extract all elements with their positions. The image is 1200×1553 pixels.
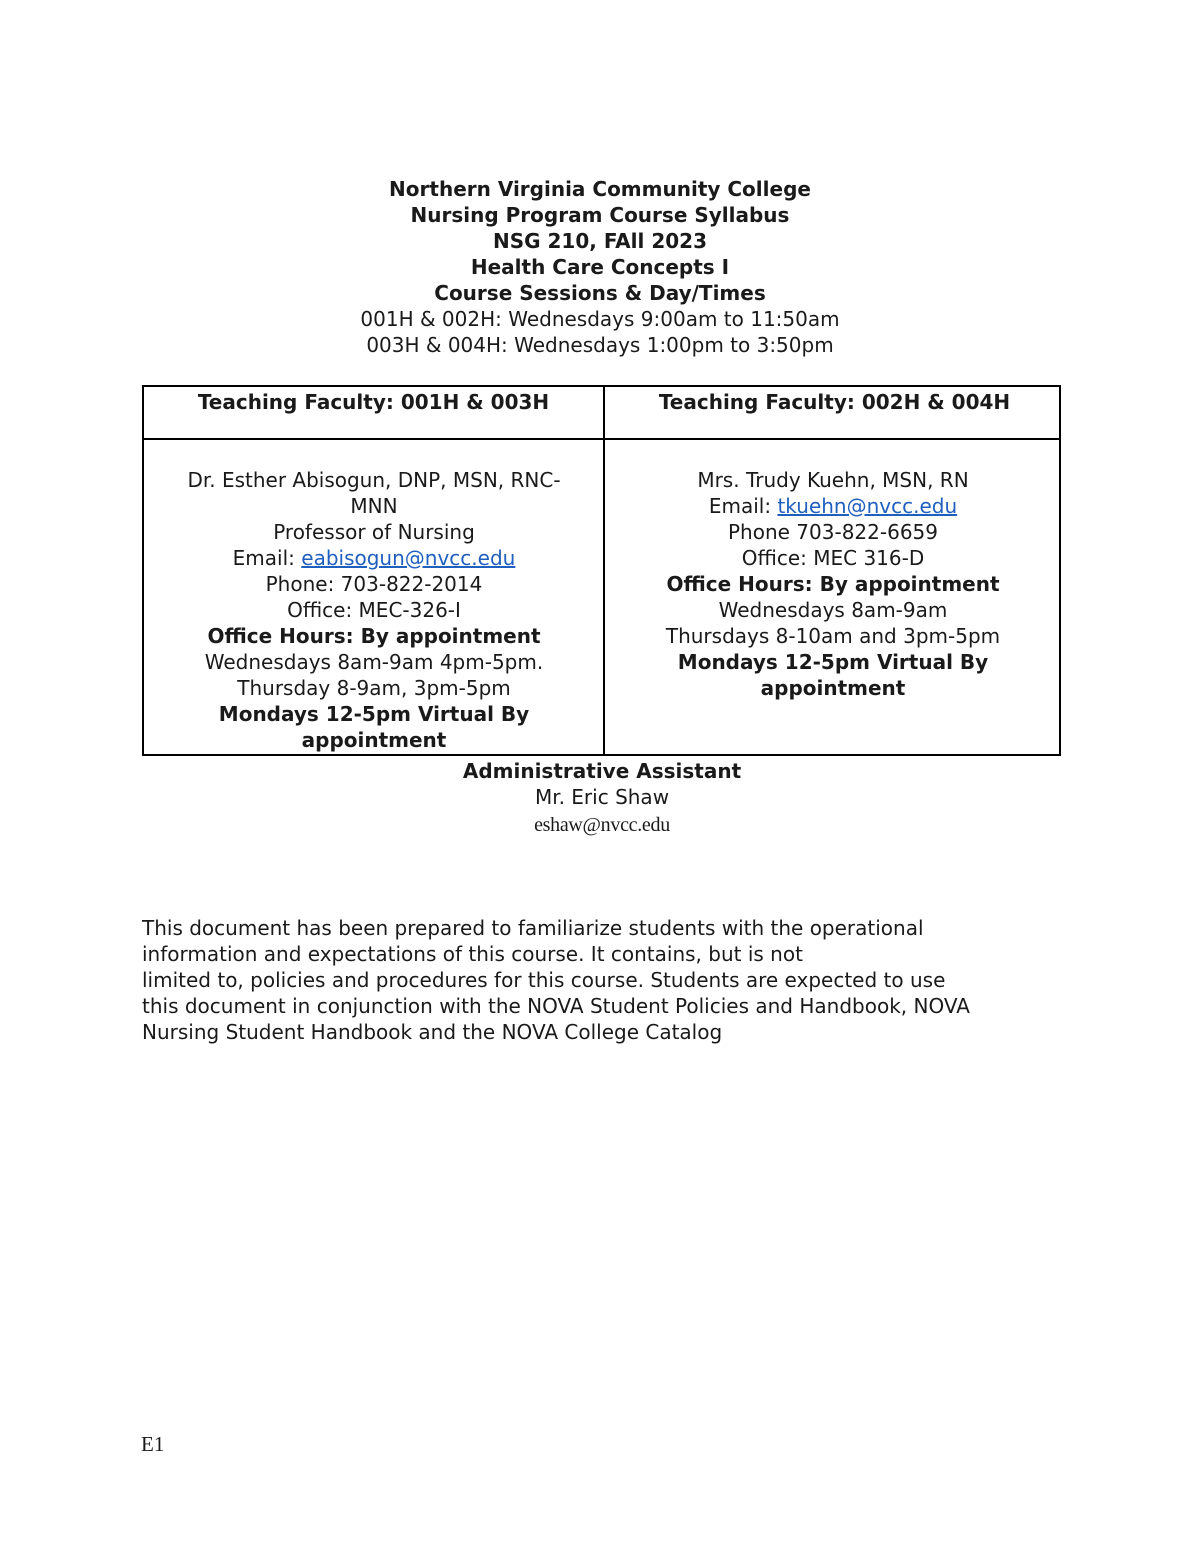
faculty-name: MNN <box>350 494 398 518</box>
office-hours-line: Thursdays 8-10am and 3pm-5pm <box>665 624 1001 648</box>
virtual-hours: appointment <box>760 676 906 700</box>
sessions-heading: Course Sessions & Day/Times <box>434 281 766 305</box>
college-name: Northern Virginia Community College <box>389 177 811 201</box>
faculty-email-link[interactable]: tkuehn@nvcc.edu <box>777 494 958 518</box>
faculty-email-row <box>619 493 1047 519</box>
intro-line: This document has been prepared to familiarize students with the operational <box>142 916 924 940</box>
faculty-email-link[interactable]: eabisogun@nvcc.edu <box>301 546 516 570</box>
intro-paragraph <box>142 915 1102 1045</box>
virtual-hours: appointment <box>301 728 447 752</box>
course-code: NSG 210, FAll 2023 <box>492 229 707 253</box>
syllabus-header <box>0 176 1200 358</box>
faculty-office: Office: MEC-326-I <box>287 598 461 622</box>
faculty-name: Mrs. Trudy Kuehn, MSN, RN <box>697 468 969 492</box>
faculty-role: Professor of Nursing <box>273 520 475 544</box>
intro-line: Nursing Student Handbook and the NOVA College Catalog <box>142 1020 723 1044</box>
virtual-hours: Mondays 12-5pm Virtual By <box>677 650 989 674</box>
email-label: Email: <box>232 546 302 570</box>
virtual-hours: Mondays 12-5pm Virtual By <box>218 702 530 726</box>
admin-assistant-block <box>0 758 1200 840</box>
faculty-name: Dr. Esther Abisogun, DNP, MSN, RNC- <box>187 468 561 492</box>
course-title: Health Care Concepts I <box>470 255 730 279</box>
email-label: Email: <box>708 494 778 518</box>
office-hours-line: Wednesdays 8am-9am 4pm-5pm. <box>204 650 544 674</box>
session-line: 003H & 004H: Wednesdays 1:00pm to 3:50pm <box>366 333 834 357</box>
admin-email: eshaw@nvcc.edu <box>534 814 670 836</box>
intro-line: information and expectations of this course. It contains, but is not <box>142 942 803 966</box>
page-label: E1 <box>141 1432 165 1456</box>
admin-title: Administrative Assistant <box>462 759 742 783</box>
intro-line: limited to, policies and procedures for this course. Students are expected to use <box>142 968 946 992</box>
faculty-details-left <box>160 467 588 753</box>
office-hours-line: Thursday 8-9am, 3pm-5pm <box>237 676 511 700</box>
table-divider <box>144 438 1059 440</box>
faculty-phone: Phone 703-822-6659 <box>728 520 938 544</box>
faculty-details-right <box>619 467 1047 701</box>
faculty-heading-left: Teaching Faculty: 001H & 003H <box>197 390 550 414</box>
table-divider <box>603 387 605 754</box>
faculty-phone: Phone: 703-822-2014 <box>265 572 483 596</box>
faculty-email-row <box>160 545 588 571</box>
faculty-office: Office: MEC 316-D <box>741 546 925 570</box>
office-hours-heading: Office Hours: By appointment <box>666 572 1000 596</box>
admin-name: Mr. Eric Shaw <box>534 785 670 809</box>
office-hours-line: Wednesdays 8am-9am <box>718 598 948 622</box>
faculty-heading-right: Teaching Faculty: 002H & 004H <box>658 390 1011 414</box>
faculty-table <box>142 385 1061 756</box>
intro-line: this document in conjunction with the NOVA Student Policies and Handbook, NOVA <box>142 994 970 1018</box>
program-title: Nursing Program Course Syllabus <box>410 203 790 227</box>
session-line: 001H & 002H: Wednesdays 9:00am to 11:50am <box>360 307 840 331</box>
office-hours-heading: Office Hours: By appointment <box>207 624 541 648</box>
